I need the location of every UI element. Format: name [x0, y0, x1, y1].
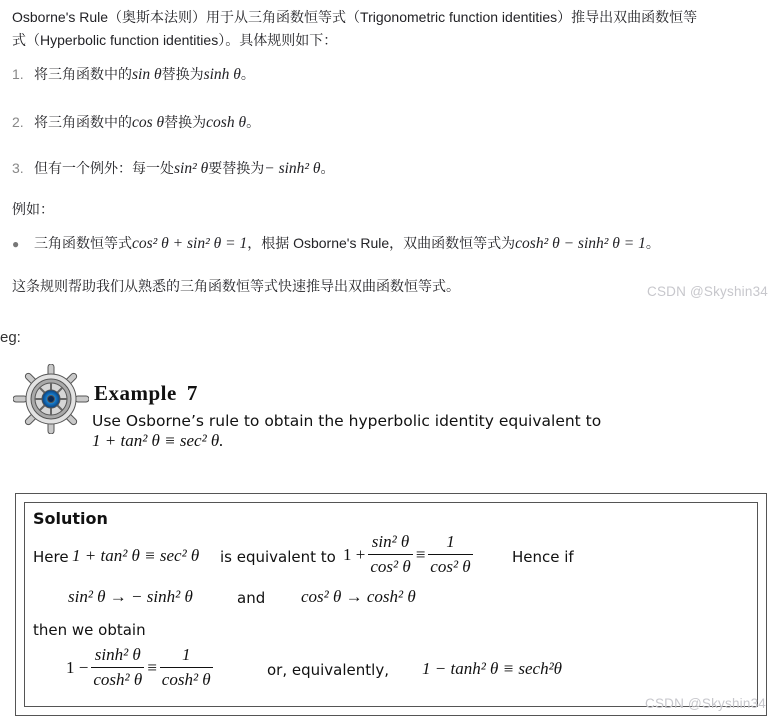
example-bullet-item: [12, 233, 660, 253]
intro-line-2: 式（Hyperbolic function identities）。具体规则如下：: [12, 32, 338, 48]
solution-here: Here: [33, 548, 69, 566]
solution-then: then we obtain: [33, 621, 146, 639]
rule-text-mid: 替换为: [161, 66, 204, 82]
bullet-identity: cos² θ + sin² θ = 1: [132, 235, 248, 252]
example-word: Example: [94, 381, 177, 405]
solution-eq1: 1 + tan² θ ≡ sec² θ: [72, 546, 200, 565]
rule-math-from: cos θ: [132, 114, 165, 131]
rule-math-to: cosh θ: [206, 114, 247, 131]
rule-text-mid: 替换为: [164, 114, 207, 130]
fraction-sinh-over-cosh: [91, 645, 144, 690]
solution-or-equivalently: or, equivalently,: [267, 661, 389, 679]
rule-math-to: sinh θ: [203, 66, 241, 83]
rule-math-to: − sinh² θ: [264, 160, 321, 177]
solution-fraction-expression-2: [66, 645, 216, 690]
solution-map-cos: cos² θ → cosh² θ: [301, 587, 416, 606]
bullet-result: cosh² θ − sinh² θ = 1: [515, 235, 646, 252]
bullet-text-post: 。: [645, 235, 660, 251]
fraction-numerator: sinh² θ: [94, 645, 141, 664]
rule-item-3: [12, 158, 335, 178]
fraction-numerator: 1: [181, 645, 191, 664]
rule-number: 2.: [12, 114, 24, 130]
fraction-sin-over-cos: [368, 532, 412, 577]
fraction-denominator: cosh² θ: [160, 667, 213, 690]
rule-text-post: 。: [320, 160, 335, 176]
eg-label: eg:: [0, 329, 21, 346]
solution-final-identity: 1 − tanh² θ ≡ sech²θ: [422, 659, 563, 678]
rule-text-pre: 将三角函数中的: [34, 66, 132, 82]
example-number: 7: [186, 381, 198, 405]
bullet-text-mid: ，根据 Osborne's Rule，双曲函数恒等式为: [247, 235, 516, 251]
rule-text-post: 。: [240, 66, 255, 82]
intro-line-1: Osborne's Rule（奥斯本法则）用于从三角函数恒等式（Trigonometric function identities）推导出双曲函数恒等: [12, 9, 698, 25]
summary-paragraph: 这条规则帮助我们从熟悉的三角函数恒等式快速推导出双曲函数恒等式。: [12, 278, 460, 294]
rule-text-post: 。: [246, 114, 261, 130]
rule-number: 3.: [12, 160, 24, 176]
solution-hence-if: Hence if: [512, 548, 574, 566]
fraction-denominator: cos² θ: [428, 554, 472, 577]
solution-and: and: [237, 589, 266, 607]
equiv-sign: ≡: [147, 657, 157, 677]
example-task: Use Osborne’s rule to obtain the hyperbolic identity equivalent to: [92, 412, 602, 430]
rule-number: 1.: [12, 66, 24, 82]
watermark-top: CSDN @Skyshin34: [647, 284, 768, 299]
rule-text-pre: 但有一个例外：每一处: [34, 160, 174, 176]
solution-map-sin: sin² θ → − sinh² θ: [68, 587, 193, 606]
intro-paragraph: [12, 6, 764, 52]
watermark-bottom: CSDN @Skyshin34: [645, 696, 766, 711]
equiv-sign: ≡: [415, 544, 426, 564]
fraction-denominator: cosh² θ: [91, 667, 144, 690]
solution-fraction-expression-1: [343, 532, 476, 577]
rule-text-pre: 将三角函数中的: [34, 114, 132, 130]
rule-item-1: [12, 64, 255, 84]
rule-text-mid: 要替换为: [208, 160, 265, 176]
fraction-one-over-cosh: [160, 645, 213, 690]
example-intro: 例如：: [12, 201, 54, 217]
fraction-numerator: sin² θ: [371, 532, 410, 551]
ship-wheel-icon: [13, 364, 89, 434]
rule-item-2: [12, 112, 260, 132]
one-minus: 1 −: [66, 657, 89, 677]
fraction-one-over-cos: [428, 532, 472, 577]
rule-math-from: sin² θ: [174, 160, 209, 177]
bullet-icon: ●: [12, 237, 20, 251]
fraction-denominator: cos² θ: [368, 554, 412, 577]
fraction-numerator: 1: [446, 532, 455, 551]
rule-math-from: sin θ: [132, 66, 162, 83]
one-plus: 1 +: [343, 544, 366, 564]
example-heading: [94, 381, 198, 406]
example-task-equation: 1 + tan² θ ≡ sec² θ.: [92, 431, 224, 450]
solution-heading: Solution: [33, 509, 108, 528]
solution-is-equivalent: is equivalent to: [220, 548, 336, 566]
bullet-text-pre: 三角函数恒等式: [34, 235, 132, 251]
